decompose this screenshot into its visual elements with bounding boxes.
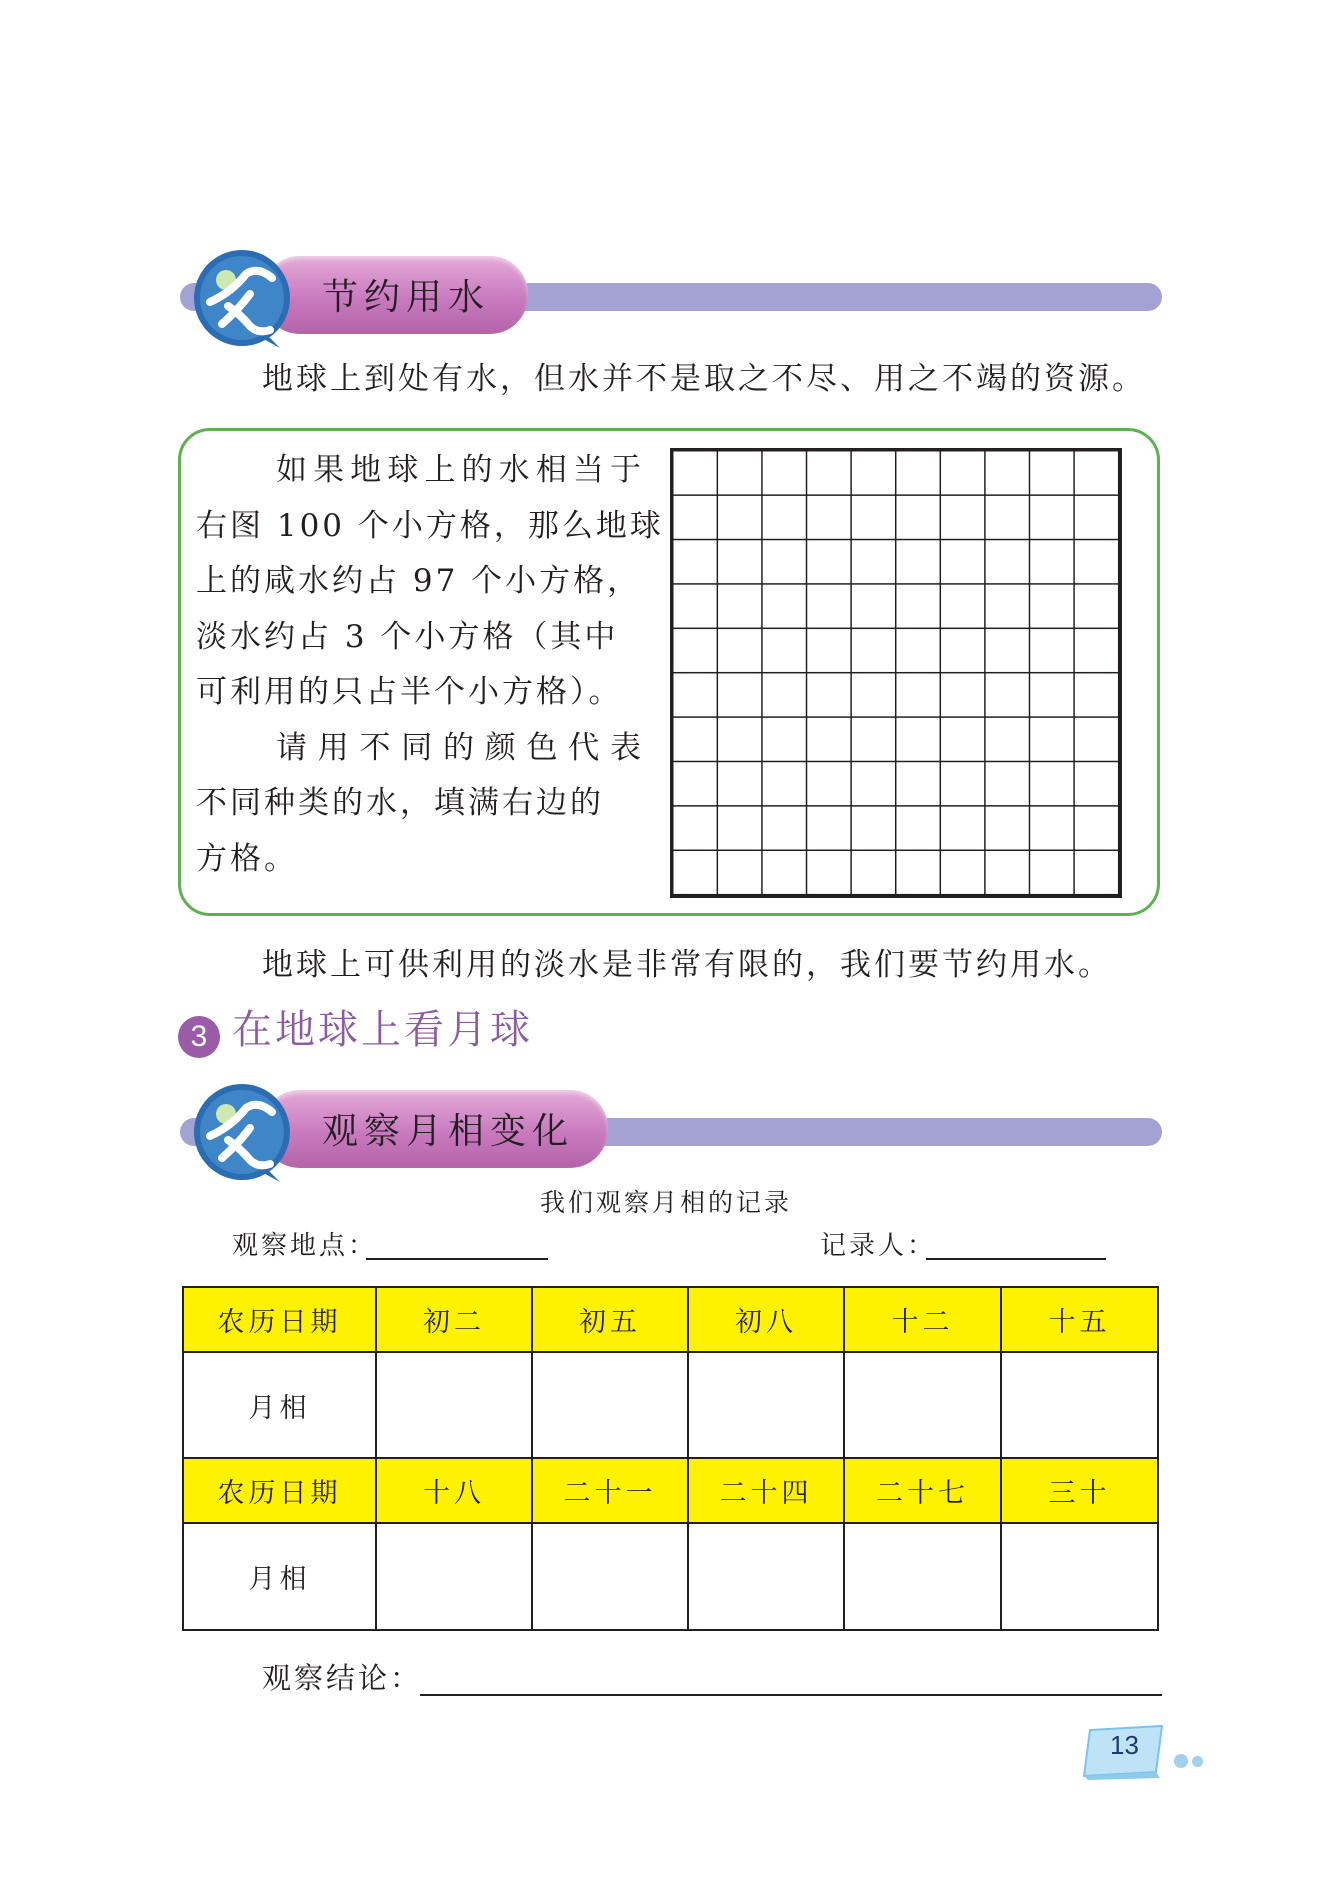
table-row — [183, 1352, 1158, 1459]
activity-line: 不同种类的水，填满右边的 — [196, 785, 604, 821]
phase-drawing-cell[interactable] — [844, 1523, 1001, 1630]
section-heading: 在地球上看月球 — [232, 1007, 533, 1053]
date-cell: 二十七 — [844, 1458, 1001, 1523]
activity-person-icon — [188, 244, 296, 352]
table-row — [183, 1458, 1158, 1523]
date-cell: 初二 — [376, 1287, 532, 1352]
date-cell: 十五 — [1001, 1287, 1158, 1352]
activity-line: 右图 100 个小方格，那么地球 — [196, 507, 664, 544]
date-cell: 三十 — [1001, 1458, 1158, 1523]
activity-line: 可利用的只占半个小方格）。 — [196, 674, 623, 710]
table-row — [183, 1287, 1158, 1352]
page-dot — [1174, 1754, 1188, 1768]
table-row — [183, 1523, 1158, 1630]
phase-drawing-cell[interactable] — [688, 1352, 844, 1459]
conclusion-label: 观察结论： — [262, 1661, 423, 1695]
date-cell: 初八 — [688, 1287, 844, 1352]
date-header-cell: 农历日期 — [183, 1287, 376, 1352]
date-header-cell: 农历日期 — [183, 1458, 376, 1523]
banner-title-moon: 观察月相变化 — [322, 1111, 575, 1152]
activity-line: 如果地球上的水相当于 — [276, 452, 644, 488]
date-cell: 初五 — [532, 1287, 688, 1352]
date-cell: 二十四 — [688, 1458, 844, 1523]
page-dot — [1192, 1756, 1203, 1767]
activity-line: 淡水约占 3 个小方格（其中 — [196, 618, 619, 655]
phase-drawing-cell[interactable] — [1001, 1523, 1158, 1630]
water-conclusion-paragraph: 地球上可供利用的淡水是非常有限的，我们要节约用水。 — [262, 947, 1112, 983]
place-label: 观察地点： — [232, 1231, 378, 1261]
record-title: 我们观察月相的记录 — [539, 1188, 792, 1217]
phase-drawing-cell[interactable] — [532, 1523, 688, 1630]
hundred-square-grid[interactable] — [670, 448, 1122, 898]
activity-text — [196, 443, 664, 887]
recorder-input-line[interactable] — [926, 1258, 1106, 1260]
phase-drawing-cell[interactable] — [376, 1352, 532, 1459]
activity-line: 请用不同的颜色代表 — [276, 729, 644, 766]
activity-line: 上的咸水约占 97 个小方格， — [196, 563, 642, 599]
date-cell: 二十一 — [532, 1458, 688, 1523]
page-number: 13 — [1110, 1730, 1139, 1760]
phase-label-cell: 月相 — [183, 1352, 376, 1459]
phase-drawing-cell[interactable] — [844, 1352, 1001, 1459]
phase-drawing-cell[interactable] — [532, 1352, 688, 1459]
moon-phase-table — [182, 1286, 1159, 1631]
banner-title-water: 节约用水 — [322, 277, 491, 318]
activity-person-icon — [188, 1078, 296, 1186]
phase-label-cell: 月相 — [183, 1523, 376, 1630]
recorder-label: 记录人： — [820, 1231, 937, 1261]
phase-drawing-cell[interactable] — [688, 1523, 844, 1630]
phase-drawing-cell[interactable] — [1001, 1352, 1158, 1459]
place-input-line[interactable] — [366, 1258, 548, 1260]
activity-line: 方格。 — [196, 840, 298, 877]
date-cell: 十二 — [844, 1287, 1001, 1352]
water-intro-paragraph: 地球上到处有水，但水并不是取之不尽、用之不竭的资源。 — [262, 361, 1146, 397]
section-number-badge: 3 — [178, 1016, 220, 1058]
conclusion-input-line[interactable] — [420, 1694, 1162, 1696]
date-cell: 十八 — [376, 1458, 532, 1523]
phase-drawing-cell[interactable] — [376, 1523, 532, 1630]
